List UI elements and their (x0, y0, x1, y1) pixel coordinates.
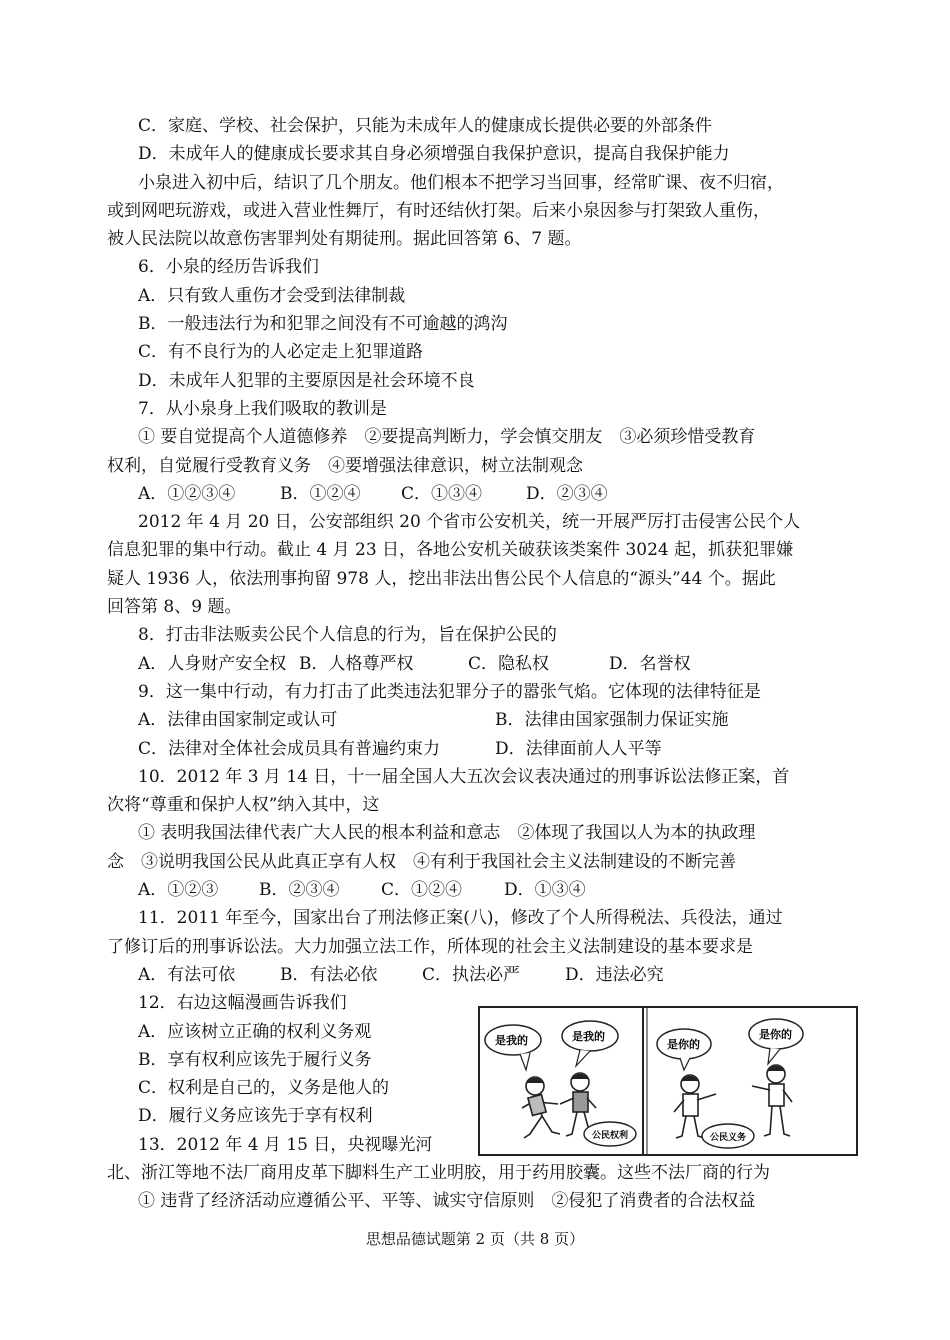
bubble-tail-icon (520, 1053, 530, 1070)
q8-option-d: D．名誉权 (609, 653, 691, 674)
left-label-text: 公民权利 (592, 1131, 629, 1141)
grabbing-figure-icon (522, 1077, 560, 1138)
q9-option-c: C．法律对全体社会成员具有普遍约束力 (138, 738, 441, 759)
q6-option-a: A．只有致人重伤才会受到法律制裁 (138, 285, 406, 306)
q6-option-c: C．有不良行为的人必定走上犯罪道路 (138, 342, 424, 363)
question-8: 8．打击非法贩卖公民个人信息的行为，旨在保护公民的 (138, 625, 557, 646)
q11-option-b: B．有法必依 (280, 964, 378, 985)
q7-statements-line-2: 权利，自觉履行受教育义务 ④要增强法律意识，树立法制观念 (107, 455, 583, 476)
left-bubble-2-text: 是我的 (572, 1030, 605, 1043)
q12-option-d: D．履行义务应该先于享有权利 (138, 1106, 373, 1127)
q9-option-b: B．法律由国家强制力保证实施 (495, 710, 729, 731)
q10-statements-line-2: 念 ③说明我国公民从此真正享有人权 ④有利于我国社会主义法制建设的不断完善 (107, 851, 736, 872)
q7-option-c: C．①③④ (401, 483, 483, 504)
question-10-line-2: 次将“尊重和保护人权”纳入其中，这 (107, 795, 380, 816)
option-c-prev: C．家庭、学校、社会保护，只能为未成年人的健康成长提供必要的外部条件 (138, 116, 713, 136)
q10-statements-line-1: ① 表明我国法律代表广大人民的根本利益和意志 ②体现了我国以人为本的执政理 (138, 823, 756, 844)
q8-option-c: C．隐私权 (468, 653, 550, 674)
passage-1-line-2: 或到网吧玩游戏，或进入营业性舞厅，有时还结伙打架。后来小泉因参与打架致人重伤， (107, 200, 770, 221)
q11-options (0, 961, 950, 989)
q6-option-d: D．未成年人犯罪的主要原因是社会环境不良 (138, 370, 475, 391)
q9-option-d: D．法律面前人人平等 (495, 738, 662, 759)
right-label-text: 公民义务 (710, 1133, 747, 1143)
q9-options-row-1 (0, 706, 950, 734)
q10-options (0, 876, 950, 904)
q7-option-a: A．①②③④ (138, 483, 236, 504)
q12-option-c: C．权利是自己的，义务是他人的 (138, 1078, 390, 1099)
left-bubble-1-text: 是我的 (495, 1034, 528, 1047)
option-d-prev: D．未成年人的健康成长要求其自身必须增强自我保护意识，提高自我保护能力 (138, 144, 730, 165)
question-9: 9．这一集中行动，有力打击了此类违法犯罪分子的嚣张气焰。它体现的法律特征是 (138, 681, 761, 702)
page-footer: 思想品德试题第 2 页（共 8 页） (365, 1230, 585, 1248)
question-6: 6．小泉的经历告诉我们 (138, 257, 319, 278)
q10-option-b: B．②③④ (259, 880, 340, 901)
question-7: 7．从小泉身上我们吸取的教训是 (138, 398, 387, 419)
q10-option-d: D．①③④ (504, 880, 586, 901)
q7-options (0, 480, 950, 508)
question-11-line-1: 11．2011 年至今，国家出台了刑法修正案(八)，修改了个人所得税法、兵役法，通过 (138, 908, 783, 929)
passage-1-line-3: 被人民法院以故意伤害罪判处有期徒刑。据此回答第 6、7 题。 (107, 229, 582, 250)
q12-option-a: A．应该树立正确的权利义务观 (138, 1021, 372, 1042)
comic-drawing (480, 1008, 856, 1154)
pointing-figure-icon (752, 1065, 792, 1136)
question-11-line-2: 了修订后的刑事诉讼法。大力加强立法工作，所体现的社会主义法制建设的基本要求是 (107, 936, 753, 957)
q12-option-b: B．享有权利应该先于履行义务 (138, 1049, 372, 1070)
question-13-line-1: 13．2012 年 4 月 15 日，央视曝光河 (138, 1134, 433, 1155)
q9-option-a: A．法律由国家制定或认可 (138, 710, 338, 731)
question-13-line-2: 北、浙江等地不法厂商用皮革下脚料生产工业明胶，用于药用胶囊。这些不法厂商的行为 (107, 1162, 770, 1183)
bubble-tail-icon (576, 1050, 590, 1066)
rights-duties-comic (478, 1006, 858, 1156)
q9-options-row-2 (0, 735, 950, 763)
q11-option-c: C．执法必严 (422, 964, 521, 985)
passage-2-line-1: 2012 年 4 月 20 日，公安部组织 20 个省市公安机关，统一开展严厉打击侵害公民个人 (138, 512, 801, 533)
right-bubble-1-text: 是你的 (667, 1038, 700, 1051)
q7-option-b: B．①②④ (280, 483, 361, 504)
q11-option-d: D．违法必究 (565, 964, 664, 985)
q8-option-a: A．人身财产安全权 (138, 653, 287, 674)
passage-1-line-1: 小泉进入初中后，结识了几个朋友。他们根本不把学习当回事，经常旷课、夜不归宿， (138, 172, 784, 193)
q6-option-b: B．一般违法行为和犯罪之间没有不可逾越的鸿沟 (138, 314, 508, 335)
q7-statements-line-1: ① 要自觉提高个人道德修养 ②要提高判断力，学会慎交朋友 ③必须珍惜受教育 (138, 427, 756, 448)
passage-2-line-3: 疑人 1936 人，依法刑事拘留 978 人，挖出非法出售公民个人信息的“源头”44 个。据此 (107, 568, 776, 589)
q8-option-b: B．人格尊严权 (299, 653, 414, 674)
q11-option-a: A．有法可依 (138, 964, 236, 985)
question-12: 12．右边这幅漫画告诉我们 (138, 993, 347, 1014)
passage-2-line-2: 信息犯罪的集中行动。截止 4 月 23 日，各地公安机关破获该类案件 3024 起，抓获犯罪嫌 (107, 540, 794, 561)
q7-option-d: D．②③④ (526, 483, 608, 504)
passage-2-line-4: 回答第 8、9 题。 (107, 597, 242, 618)
q8-options (0, 650, 950, 678)
q13-statements-line-1: ① 违背了经济活动应遵循公平、平等、诚实守信原则 ②侵犯了消费者的合法权益 (138, 1191, 756, 1212)
q10-option-c: C．①②④ (381, 880, 463, 901)
right-bubble-2-text: 是你的 (759, 1028, 792, 1041)
q10-option-a: A．①②③ (138, 880, 219, 901)
bubble-tail-icon (680, 1058, 690, 1070)
question-10-line-1: 10．2012 年 3 月 14 日，十一届全国人大五次会议表决通过的刑事诉讼法修正案，首 (138, 766, 790, 787)
bubble-tail-icon (768, 1048, 780, 1064)
